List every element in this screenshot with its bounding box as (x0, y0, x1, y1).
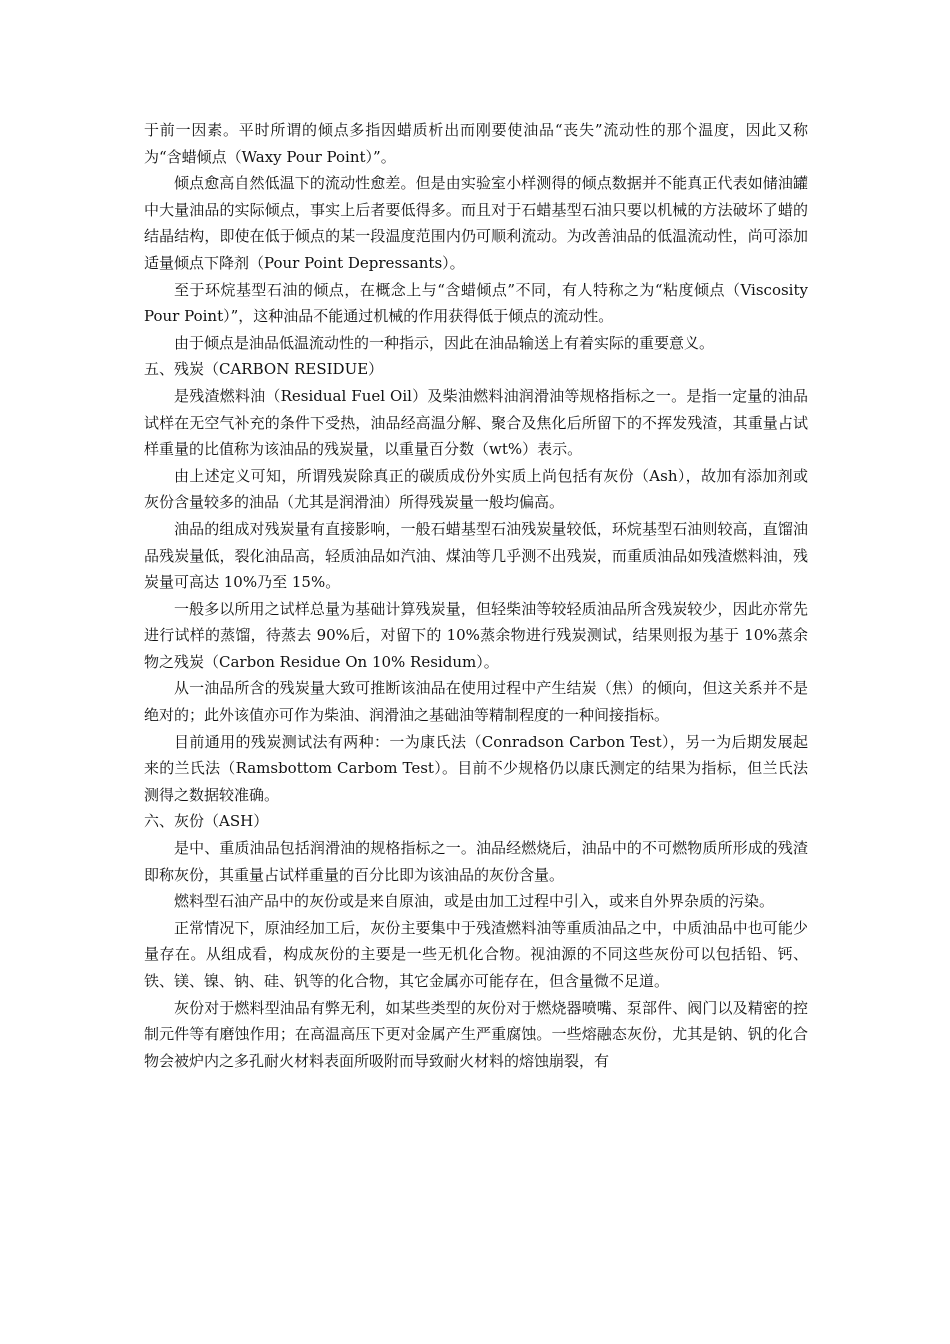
paragraph-ash-definition: 是中、重质油品包括润滑油的规格指标之一。油品经燃烧后，油品中的不可燃物质所形成的残渣即称灰份，其重量占试样重量的百分比即为该油品的灰份含量。 (144, 839, 808, 884)
paragraph-carbon-residue-ash: 由上述定义可知，所谓残炭除真正的碳质成份外实质上尚包括有灰份（Ash），故加有添加剂或灰份含量较多的油品（尤其是润滑油）所得残炭量一般均偏高。 (144, 466, 808, 512)
section-heading-carbon-residue: 五、残炭（CARBON RESIDUE） (144, 360, 384, 379)
paragraph-carbon-residue-composition: 油品的组成对残炭量有直接影响，一般石蜡基型石油残炭量较低，环烷基型石油则较高，直馏油品残炭量低，裂化油品高，轻质油品如汽油、煤油等几乎测不出残炭，而重质油品如残渣燃料油，残炭量可高达 10%乃至 15%。 (144, 519, 808, 592)
paragraph-continuation: 于前一因素。平时所谓的倾点多指因蜡质析出而刚要使油品“丧失”流动性的那个温度，因此又称为“含蜡倾点（Waxy Pour Point）”。 (144, 121, 808, 166)
paragraph-viscosity-pour-point: 至于环烷基型石油的倾点，在概念上与“含蜡倾点”不同，有人特称之为“粘度倾点（Viscosity Pour Point）”，这种油品不能通过机械的作用获得低于倾点的流动性。 (144, 280, 808, 326)
paragraph-pour-point-significance: 由于倾点是油品低温流动性的一种指示，因此在油品输送上有着实际的重要意义。 (174, 333, 715, 352)
paragraph-carbon-residue-tendency: 从一油品所含的残炭量大致可推断该油品在使用过程中产生结炭（焦）的倾向，但这关系并不是绝对的；此外该值亦可作为柴油、润滑油之基础油等精制程度的一种间接指标。 (144, 679, 808, 725)
paragraph-carbon-residue-definition: 是残渣燃料油（Residual Fuel Oil）及柴油燃料油润滑油等规格指标之一。是指一定量的油品试样在无空气补充的条件下受热，油品经高温分解、聚合及焦化后所留下的不挥发残渣，其重量占试样重量的比值称为该油品的残炭量，以重量百分数（wt%）表示。 (144, 386, 808, 459)
paragraph-carbon-residue-calculation: 一般多以所用之试样总量为基础计算残炭量，但轻柴油等较轻质油品所含残炭较少，因此亦常先进行试样的蒸馏，待蒸去 90%后，对留下的 10%蒸余物进行残炭测试，结果则报为基于 10%蒸余物之残炭（Carbon Residue On 10% Residum）。 (144, 599, 808, 671)
section-heading-ash: 六、灰份（ASH） (144, 812, 269, 831)
paragraph-ash-effects: 灰份对于燃料型油品有弊无利，如某些类型的灰份对于燃烧器喷嘴、泵部件、阀门以及精密的控制元件等有磨蚀作用；在高温高压下更对金属产生严重腐蚀。一些熔融态灰份，尤其是钠、钒的化合物会被炉内之多孔耐火材料表面所吸附而导致耐火材料的熔蚀崩裂，有 (144, 998, 808, 1070)
paragraph-pour-point-effect: 倾点愈高自然低温下的流动性愈差。但是由实验室小样测得的倾点数据并不能真正代表如储油罐中大量油品的实际倾点，事实上后者要低得多。而且对于石蜡基型石油只要以机械的方法破坏了蜡的结晶结构，即使在低于倾点的某一段温度范围内仍可顺利流动。为改善油品的低温流动性，尚可添加适量倾点下降剂（Pour Point Depressants）。 (144, 174, 808, 272)
document-body (144, 117, 808, 1074)
paragraph-ash-composition: 正常情况下，原油经加工后，灰份主要集中于残渣燃料油等重质油品之中，中质油品中也可能少量存在。从组成看，构成灰份的主要是一些无机化合物。视油源的不同这些灰份可以包括铅、钙、铁、镁、镍、钠、硅、钒等的化合物，其它金属亦可能存在，但含量微不足道。 (144, 918, 808, 990)
paragraph-carbon-residue-methods: 目前通用的残炭测试法有两种：一为康氏法（Conradson Carbon Test），另一为后期发展起来的兰氏法（Ramsbottom Carbom Test）。目前不少规格仍以康氏测定的结果为指标，但兰氏法测得之数据较准确。 (144, 732, 808, 804)
paragraph-ash-sources: 燃料型石油产品中的灰份或是来自原油，或是由加工过程中引入，或来自外界杂质的污染。 (174, 892, 775, 911)
